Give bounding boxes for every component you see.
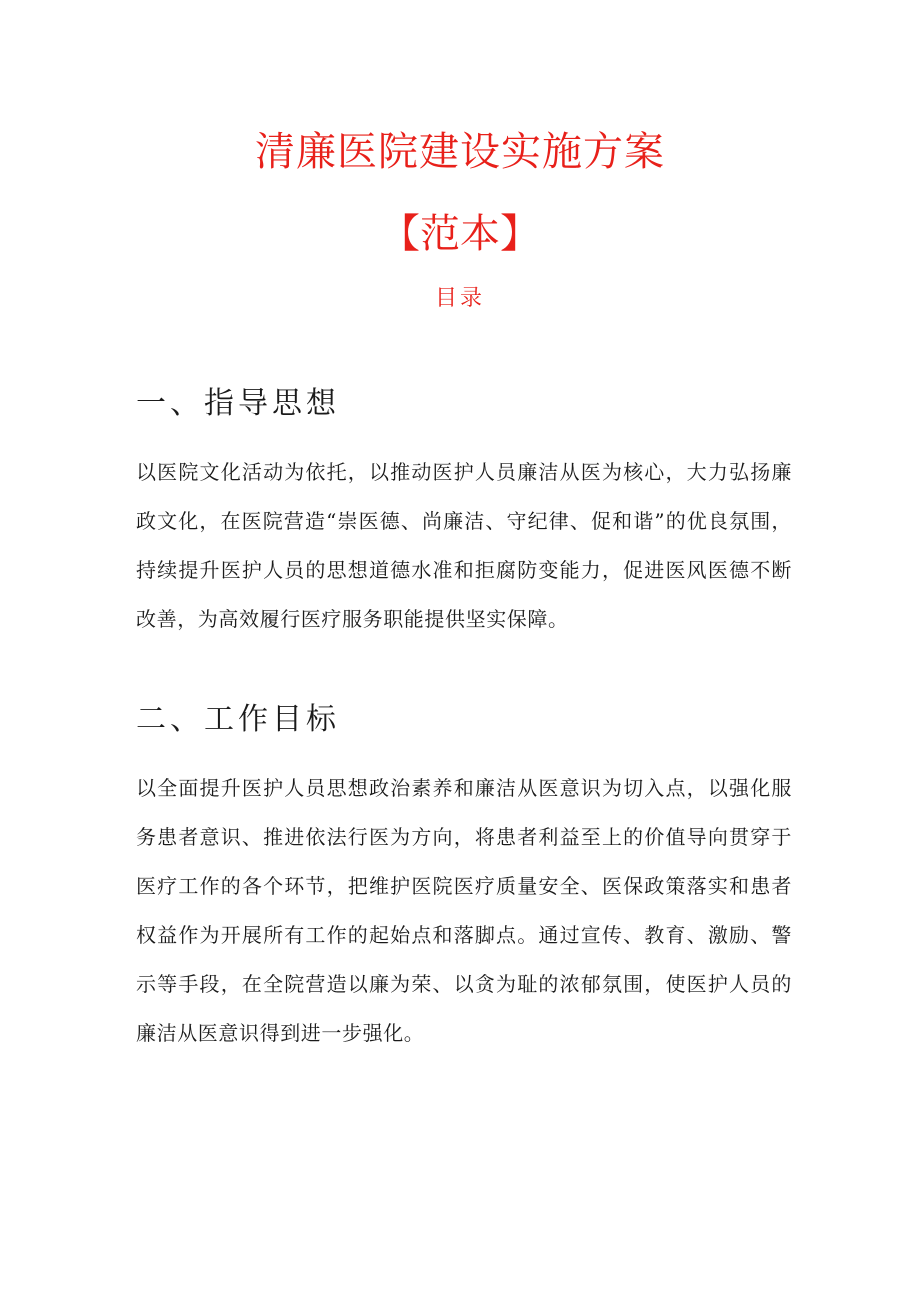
document-subtitle: 【范本】 [380, 211, 540, 257]
toc-label: 目录 [434, 286, 485, 311]
section-body-work-goals: 以全面提升医护人员思想政治素养和廉洁从医意识为切入点，以强化服务患者意识、推进依法行医为方向，将患者利益至上的价值导向贯穿于医疗工作的各个环节，把维护医院医疗质量安全、医保政策落实和患者权益作为开展所有工作的起始点和落脚点。通过宣传、教育、激励、警示等手段，在全院营造以廉为荣、以贪为耻的浓郁氛围，使医护人员的廉洁从医意识得到进一步强化。 [136, 776, 792, 1045]
document-title: 清廉医院建设实施方案 [255, 129, 665, 175]
section-heading-work-goals: 二、工作目标 [136, 702, 340, 737]
section-body-guiding-ideology: 以医院文化活动为依托，以推动医护人员廉洁从医为核心，大力弘扬廉政文化，在医院营造“崇医德、尚廉洁、守纪律、促和谐”的优良氛围，持续提升医护人员的思想道德水准和拒腐防变能力，促进医风医德不断改善，为高效履行医疗服务职能提供坚实保障。 [136, 460, 792, 631]
section-heading-guiding-ideology: 一、指导思想 [136, 386, 340, 421]
